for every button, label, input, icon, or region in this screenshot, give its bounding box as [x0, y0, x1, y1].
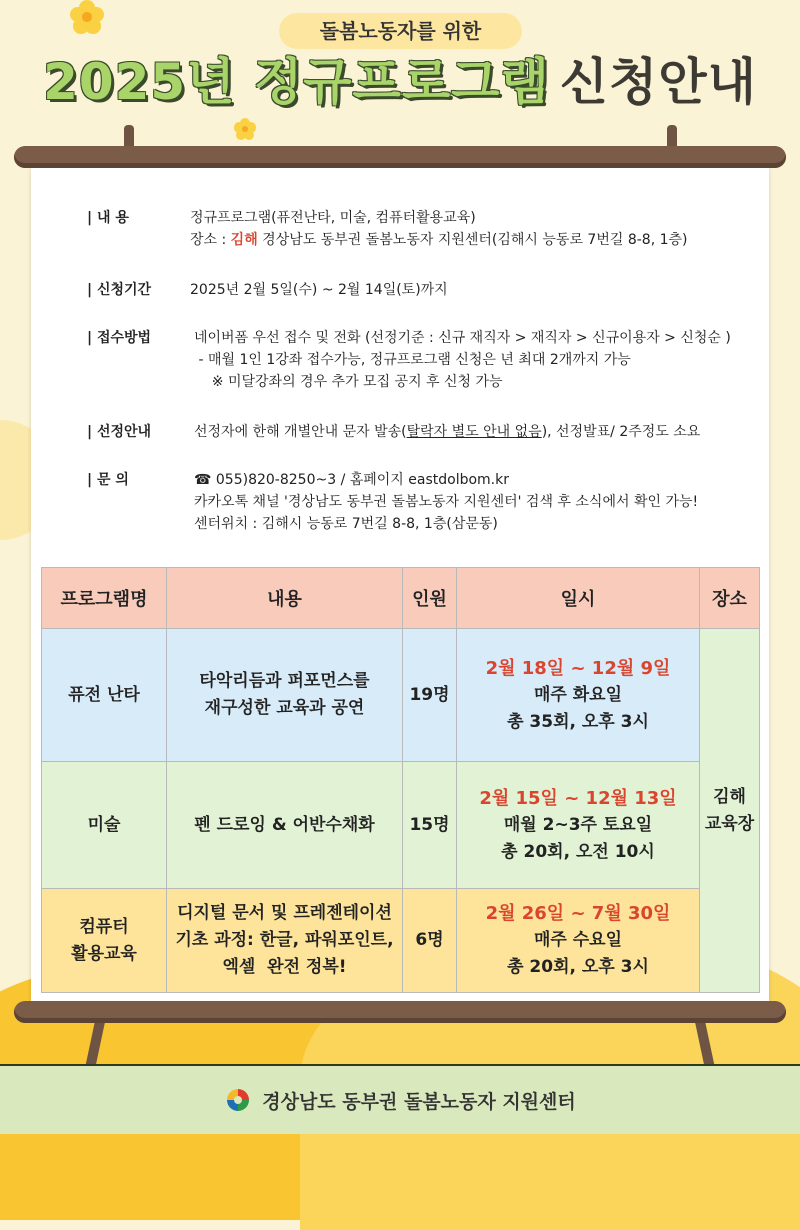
header-content: 내용	[167, 568, 403, 629]
contact-location: 센터위치 : 김해시 능동로 7번길 8-8, 1층(삼문동)	[194, 516, 498, 532]
place-city: 김해	[230, 232, 258, 248]
content-line: 재구성한 교육과 공연	[204, 698, 365, 718]
period-text: 2025년 2월 5일(수) ~ 2월 14일(토)까지	[190, 282, 448, 298]
content-line: 디지털 문서 및 프레젠테이션	[177, 903, 392, 923]
program-name-line: 컴퓨터	[79, 916, 129, 937]
date-range: 2월 15일 ~ 12월 13일	[479, 787, 677, 809]
content-line: 펜 드로잉 & 어반수채화	[194, 814, 375, 835]
footer-content	[0, 1066, 800, 1134]
method-note: - 매월 1인 1강좌 접수가능, 정규프로그램 신청은 년 최대 2개까지 가능	[194, 352, 631, 368]
content-line: 기초 과정: 한글, 파워포인트,	[175, 930, 394, 950]
place-text	[190, 229, 688, 251]
program-people: 19명	[403, 629, 457, 762]
program-content	[167, 889, 403, 993]
schedule-line: 매주 화요일	[533, 684, 623, 705]
banner-rod-bottom	[14, 1001, 786, 1023]
program-place	[700, 629, 760, 993]
header-people: 인원	[403, 568, 457, 629]
program-datetime	[457, 889, 700, 993]
header-program-name: 프로그램명	[42, 568, 167, 629]
table-row	[42, 889, 760, 993]
schedule-line: 매주 수요일	[533, 930, 623, 950]
schedule-line: 매월 2~3주 토요일	[503, 814, 653, 835]
contact-kakao: 카카오톡 채널 '경상남도 동부권 돌봄노동자 지원센터' 검색 후 소식에서 확인 가능!	[194, 494, 699, 510]
page-title	[0, 52, 800, 112]
program-table	[41, 567, 760, 993]
content-text: 정규프로그램(퓨전난타, 미술, 컴퓨터활용교육)	[190, 210, 476, 226]
schedule-line: 총 35회, 오후 3시	[507, 711, 649, 732]
footer-org-name: 경상남도 동부권 돌봄노동자 지원센터	[262, 1090, 576, 1113]
info-label: | 문 의	[87, 472, 129, 488]
schedule-line: 총 20회, 오전 10시	[501, 841, 655, 862]
date-range: 2월 26일 ~ 7월 30일	[485, 903, 671, 924]
program-people: 6명	[403, 889, 457, 993]
content-line: 엑셀 완전 정복!	[222, 957, 347, 977]
info-label: | 내 용	[87, 210, 129, 226]
schedule-line: 총 20회, 오후 3시	[507, 957, 649, 977]
banner-rod-top	[14, 146, 786, 168]
info-label: | 신청기간	[87, 282, 152, 298]
program-content	[167, 629, 403, 762]
header-datetime: 일시	[457, 568, 700, 629]
selection-post: ), 선정발표/ 2주정도 소요	[541, 424, 701, 440]
place-address: 경상남도 동부권 돌봄노동자 지원센터(김해시 능동로 7번길 8-8, 1층)	[257, 232, 688, 248]
info-body	[194, 469, 698, 535]
title-year-program: 2025년 정규프로그램	[43, 53, 550, 111]
table-row	[42, 762, 760, 889]
table-header-row	[42, 568, 760, 629]
program-name-line: 미술	[87, 814, 121, 835]
method-note-extra: ※ 미달강좌의 경우 추가 모집 공지 후 신청 가능	[194, 374, 503, 390]
info-label: | 접수방법	[87, 330, 152, 346]
selection-underline: 탈락자 별도 안내 없음	[406, 424, 542, 440]
program-name-line: 퓨전 난타	[68, 684, 140, 705]
date-range: 2월 18일 ~ 12월 9일	[485, 657, 671, 679]
program-datetime	[457, 629, 700, 762]
table-row	[42, 629, 760, 762]
info-label: | 선정안내	[87, 424, 152, 440]
program-people: 15명	[403, 762, 457, 889]
program-content	[167, 762, 403, 889]
contact-phone: ☎ 055)820-8250~3 / 홈페이지 eastdolbom.kr	[194, 472, 509, 488]
program-name	[42, 762, 167, 889]
header-place: 장소	[700, 568, 760, 629]
program-name	[42, 629, 167, 762]
place-prefix: 장소 :	[190, 232, 231, 248]
selection-text	[194, 421, 700, 443]
flower-icon	[234, 118, 256, 140]
title-guide: 신청안내	[559, 53, 757, 111]
place-line: 교육장	[704, 813, 755, 834]
program-name	[42, 889, 167, 993]
info-body	[194, 327, 731, 393]
program-name-line: 활용교육	[71, 943, 137, 964]
org-logo-icon	[224, 1086, 252, 1114]
flower-icon	[70, 0, 104, 34]
footer-bar	[0, 1064, 800, 1134]
subtitle-pill: 돌봄노동자를 위한	[279, 13, 522, 49]
program-datetime	[457, 762, 700, 889]
content-line: 타악리듬과 퍼포먼스를	[199, 671, 370, 691]
method-text: 네이버폼 우선 접수 및 전화 (선정기준 : 신규 재직자 > 재직자 > 신규이용자 > 신청순 )	[194, 330, 731, 346]
selection-pre: 선정자에 한해 개별안내 문자 발송(	[194, 424, 407, 440]
place-line: 김해	[713, 786, 746, 807]
info-body	[190, 207, 688, 251]
